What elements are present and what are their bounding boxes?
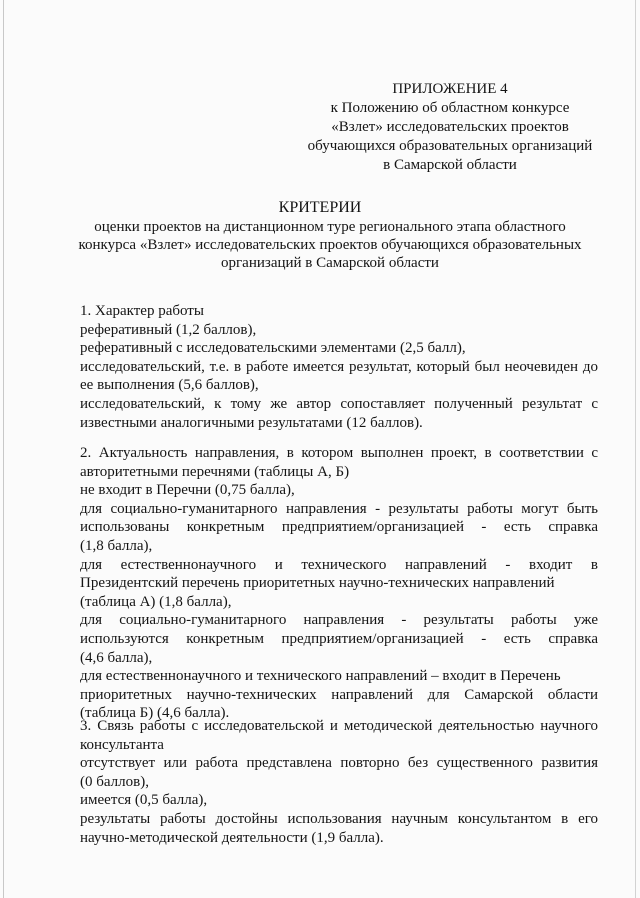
section-line: известными аналогичными результатами (12 баллов). [80, 414, 423, 431]
section-line: используются конкретным предприятием/организацией - есть справка [80, 630, 598, 647]
appendix-line: к Положению об областном конкурсе [330, 100, 570, 116]
section-line: имеется (0,5 балла), [80, 792, 208, 809]
section-line: результаты работы достойны использования научным консультантом в его [80, 810, 598, 827]
appendix-line: «Взлет» исследовательских проектов [331, 119, 569, 135]
section-line: (таблица А) (1,8 балла), [80, 593, 232, 610]
section-line: реферативный с исследовательскими элементами (2,5 балл), [80, 340, 466, 357]
section-line: для естественнонаучного и технического направлений - входит в [80, 556, 598, 573]
section-heading: 2. Актуальность направления, в котором выполнен проект, в соответствии с [80, 445, 598, 461]
section-line: ее выполнения (5,6 баллов), [80, 377, 259, 394]
section-line: для социально-гуманитарного направления - результаты работы уже [80, 612, 598, 629]
section-work-type [80, 302, 598, 432]
section-line: использованы конкретным предприятием/организацией - есть справка [80, 519, 598, 536]
section-consultant-link [80, 717, 598, 847]
section-line: Президентский перечень приоритетных научно-технических направлений [80, 575, 555, 592]
criteria-title: КРИТЕРИИ [278, 199, 362, 216]
appendix-title: ПРИЛОЖЕНИЕ 4 [392, 81, 508, 97]
section-heading-cont: консультанта [80, 736, 164, 753]
section-line: для естественнонаучного и технического направлений – входит в Перечень [80, 668, 561, 685]
appendix-line: в Самарской области [383, 157, 517, 173]
section-line: (4,6 балла), [80, 649, 153, 666]
appendix-header [300, 80, 600, 175]
section-line: для социально-гуманитарного направления - результаты работы могут быть [80, 500, 598, 517]
subtitle-line: конкурса «Взлет» исследовательских проектов обучающихся образовательных [78, 237, 582, 253]
section-line: реферативный (1,2 баллов), [80, 321, 257, 338]
scan-edge-left [3, 0, 4, 898]
section-line: исследовательский, к тому же автор сопоставляет полученный результат с [80, 395, 598, 412]
section-line: (0 баллов), [80, 773, 149, 790]
criteria-subtitle [70, 218, 590, 272]
section-line: приоритетных научно-технических направлений для Самарской области [80, 686, 598, 703]
section-heading: 1. Характер работы [80, 303, 204, 319]
section-heading: 3. Связь работы с исследовательской и методической деятельностью научного [80, 718, 598, 734]
section-line: не входит в Перечни (0,75 балла), [80, 482, 295, 499]
section-line: научно-методической деятельности (1,9 балла). [80, 829, 384, 846]
section-line: исследовательский, т.е. в работе имеется результат, который был неочевиден до [80, 358, 598, 375]
subtitle-line: организаций в Самарской области [221, 255, 439, 271]
section-line: (таблица Б) (4,6 балла). [80, 705, 230, 722]
section-line: (1,8 балла), [80, 537, 153, 554]
subtitle-line: оценки проектов на дистанционном туре регионального этапа областного [94, 219, 566, 235]
appendix-line: обучающихся образовательных организаций [307, 138, 593, 154]
section-relevance [80, 444, 598, 723]
section-line: отсутствует или работа представлена повторно без существенного развития [80, 755, 598, 772]
section-heading-cont: авторитетными перечнями (таблицы А, Б) [80, 463, 350, 480]
scan-edge-right [635, 0, 636, 898]
